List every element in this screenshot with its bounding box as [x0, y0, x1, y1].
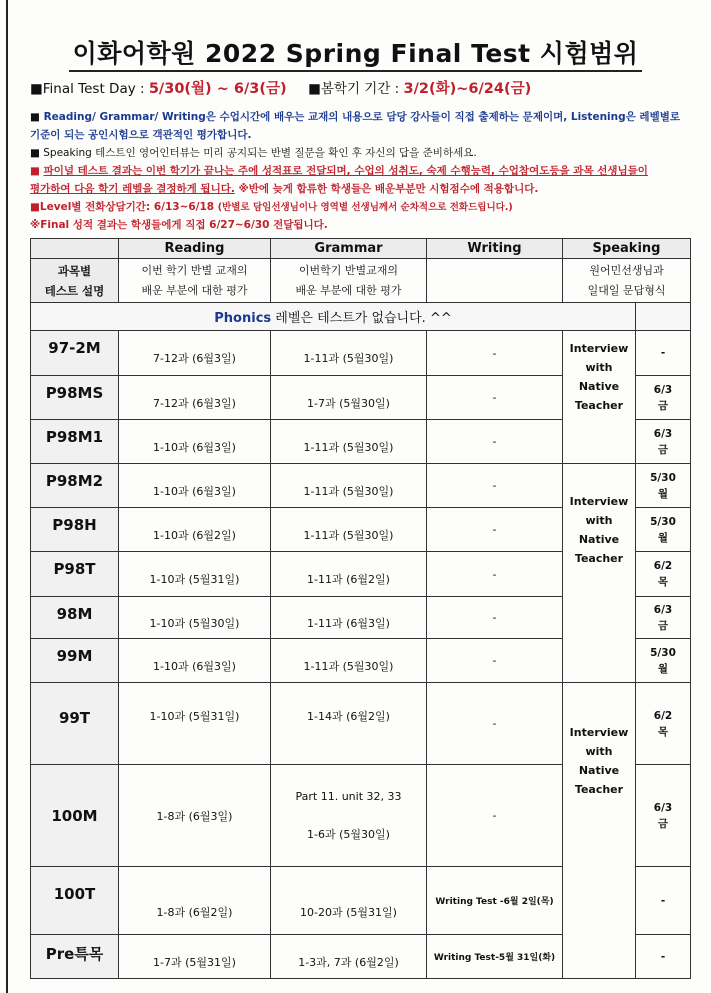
reading-cell: 1-10과 (6월3일)	[119, 464, 271, 508]
page-border	[6, 0, 8, 993]
final-day-label: Final Test Day :	[42, 81, 145, 97]
reading-cell: 7-12과 (6월3일)	[119, 331, 271, 376]
writing-cell: Writing Test-5월 31일(화)	[427, 935, 563, 979]
note-2-text: Speaking 테스트인 영어인터뷰는 미리 공지되는 반별 질문을 확인 후 자신의 답을 준비하세요.	[43, 147, 477, 159]
description-label: 과목별 테스트 설명	[31, 259, 119, 303]
note-1-cont: 기준이 되는 공인시험으로 객관적인 평가합니다.	[30, 129, 252, 141]
speaking-day-cell: -	[636, 935, 691, 979]
reading-header: Reading	[119, 239, 271, 259]
square-bullet-icon: ■	[30, 201, 40, 213]
writing-cell: -	[427, 376, 563, 420]
square-bullet-icon: ■	[30, 81, 43, 97]
speaking-interview-cell: Interview with Native Teacher	[563, 683, 636, 979]
page-title: 이화어학원 2022 Spring Final Test 시험범위	[0, 34, 711, 70]
grammar-cell: 10-20과 (5월31일)	[271, 867, 427, 935]
final-day-value: 5/30(월) ~ 6/3(금)	[148, 81, 287, 97]
square-bullet-icon: ■	[30, 111, 40, 123]
table-row	[31, 331, 691, 376]
note-1	[30, 108, 691, 126]
writing-cell: -	[427, 597, 563, 639]
note-3-cont	[30, 180, 691, 198]
reading-cell: 1-8과 (6월3일)	[119, 765, 271, 867]
note-3-text: 파이널 테스트 결과는 이번 학기가 끝나는 주에 성적표로 전달되며, 수업의 성취도, 숙제 수행능력, 수업참여도등을 과목 선생님들이	[43, 165, 648, 177]
level-cell: P98T	[31, 552, 119, 597]
reading-cell: 1-10과 (6월3일)	[119, 639, 271, 683]
note-3-star: ※반에 늦게 합류한 학생들은 배운부분만 시험점수에 적용합니다.	[238, 183, 539, 195]
note-4-period: 6/13~6/18	[153, 201, 215, 213]
reading-cell: 1-7과 (5월31일)	[119, 935, 271, 979]
speaking-day-cell: 6/3 금	[636, 420, 691, 464]
table-row	[31, 464, 691, 508]
speaking-day-cell: -	[636, 331, 691, 376]
writing-cell: -	[427, 639, 563, 683]
note-3	[30, 162, 691, 180]
reading-cell: 1-10과 (5월31일)	[119, 683, 271, 765]
level-cell: 98M	[31, 597, 119, 639]
speaking-day-cell: 6/2 목	[636, 552, 691, 597]
writing-cell: -	[427, 683, 563, 765]
speaking-day-cell: 6/2 목	[636, 683, 691, 765]
square-bullet-icon: ■	[30, 165, 40, 177]
speaking-header: Speaking	[563, 239, 691, 259]
level-cell: P98M2	[31, 464, 119, 508]
writing-cell: -	[427, 464, 563, 508]
grammar-cell: 1-7과 (5월30일)	[271, 376, 427, 420]
reading-cell: 1-10과 (6월3일)	[119, 420, 271, 464]
speaking-day-cell: 5/30 월	[636, 508, 691, 552]
level-cell: P98MS	[31, 376, 119, 420]
description-row	[31, 259, 691, 303]
grammar-description: 이번학기 반별교재의 배운 부분에 대한 평가	[271, 259, 427, 303]
note-4-label: Level별 전화상담기간:	[39, 201, 151, 213]
writing-cell: -	[427, 508, 563, 552]
note-4-tail: (반별로 담임선생님이나 영역별 선생님께서 순차적으로 전화드립니다.)	[217, 202, 513, 213]
grammar-cell: 1-11과 (5월30일)	[271, 420, 427, 464]
speaking-interview-cell: Interview with Native Teacher	[563, 464, 636, 683]
writing-cell: -	[427, 765, 563, 867]
speaking-interview-cell: Interview with Native Teacher	[563, 331, 636, 464]
reading-cell: 1-10과 (5월30일)	[119, 597, 271, 639]
writing-header: Writing	[427, 239, 563, 259]
speaking-description: 원어민선생님과 일대일 문답형식	[563, 259, 691, 303]
note-2	[30, 144, 691, 162]
phonics-day-blank	[636, 303, 691, 331]
speaking-day-cell: 6/3 금	[636, 597, 691, 639]
corner-cell	[31, 239, 119, 259]
level-cell: 100T	[31, 867, 119, 935]
grammar-cell: Part 11. unit 32, 33 1-6과 (5월30일)	[271, 765, 427, 867]
level-cell: 99M	[31, 639, 119, 683]
square-bullet-icon: ■	[30, 147, 40, 159]
writing-cell: -	[427, 552, 563, 597]
speaking-day-cell: 5/30 월	[636, 464, 691, 508]
grammar-cell: 1-11과 (5월30일)	[271, 464, 427, 508]
test-dates-line	[30, 80, 691, 98]
header-row	[31, 239, 691, 259]
exam-schedule-table	[30, 238, 691, 979]
level-cell: 100M	[31, 765, 119, 867]
phonics-note-text: 레벨은 테스트가 없습니다. ^^	[271, 311, 452, 326]
reading-description: 이번 학기 반별 교재의 배운 부분에 대한 평가	[119, 259, 271, 303]
semester-value: 3/2(화)~6/24(금)	[403, 81, 532, 97]
speaking-day-cell: 5/30 월	[636, 639, 691, 683]
speaking-day-cell: 6/3 금	[636, 765, 691, 867]
square-bullet-icon: ■	[308, 81, 321, 97]
note-1-text: Reading/ Grammar/ Writing은 수업시간에 배우는 교재의 내용으로 담당 강사들이 직접 출제하는 문제이며, Listening은 레벨별로	[43, 111, 681, 123]
note-4	[30, 198, 691, 217]
grammar-cell: 1-11과 (5월30일)	[271, 639, 427, 683]
grammar-cell: 1-3과, 7과 (6월2일)	[271, 935, 427, 979]
reading-cell: 7-12과 (6월3일)	[119, 376, 271, 420]
semester-label: 봄학기 기간 :	[320, 81, 400, 97]
phonics-brand: Phonics	[214, 311, 272, 326]
note-3-cont-text: 평가하여 다음 학기 레벨을 결정하게 됩니다.	[30, 183, 235, 195]
table-row	[31, 683, 691, 765]
note-5: ※Final 성적 결과는 학생들에게 직접 6/27~6/30 전달됩니다.	[30, 219, 328, 231]
phonics-note	[31, 303, 636, 331]
speaking-day-cell: -	[636, 867, 691, 935]
grammar-cell: 1-11과 (6월3일)	[271, 597, 427, 639]
reading-cell: 1-8과 (6월2일)	[119, 867, 271, 935]
level-cell: 97-2M	[31, 331, 119, 376]
writing-cell: -	[427, 420, 563, 464]
grammar-cell: 1-11과 (6월2일)	[271, 552, 427, 597]
grammar-cell: 1-11과 (5월30일)	[271, 508, 427, 552]
reading-cell: 1-10과 (5월31일)	[119, 552, 271, 597]
phonics-note-row	[31, 303, 691, 331]
level-cell: P98M1	[31, 420, 119, 464]
level-cell: P98H	[31, 508, 119, 552]
writing-description	[427, 259, 563, 303]
level-cell: 99T	[31, 683, 119, 765]
writing-cell: -	[427, 331, 563, 376]
grammar-header: Grammar	[271, 239, 427, 259]
speaking-day-cell: 6/3 금	[636, 376, 691, 420]
reading-cell: 1-10과 (6월2일)	[119, 508, 271, 552]
grammar-cell: 1-11과 (5월30일)	[271, 331, 427, 376]
grammar-cell: 1-14과 (6월2일)	[271, 683, 427, 765]
level-cell: Pre특목	[31, 935, 119, 979]
writing-cell: Writing Test -6월 2일(목)	[427, 867, 563, 935]
